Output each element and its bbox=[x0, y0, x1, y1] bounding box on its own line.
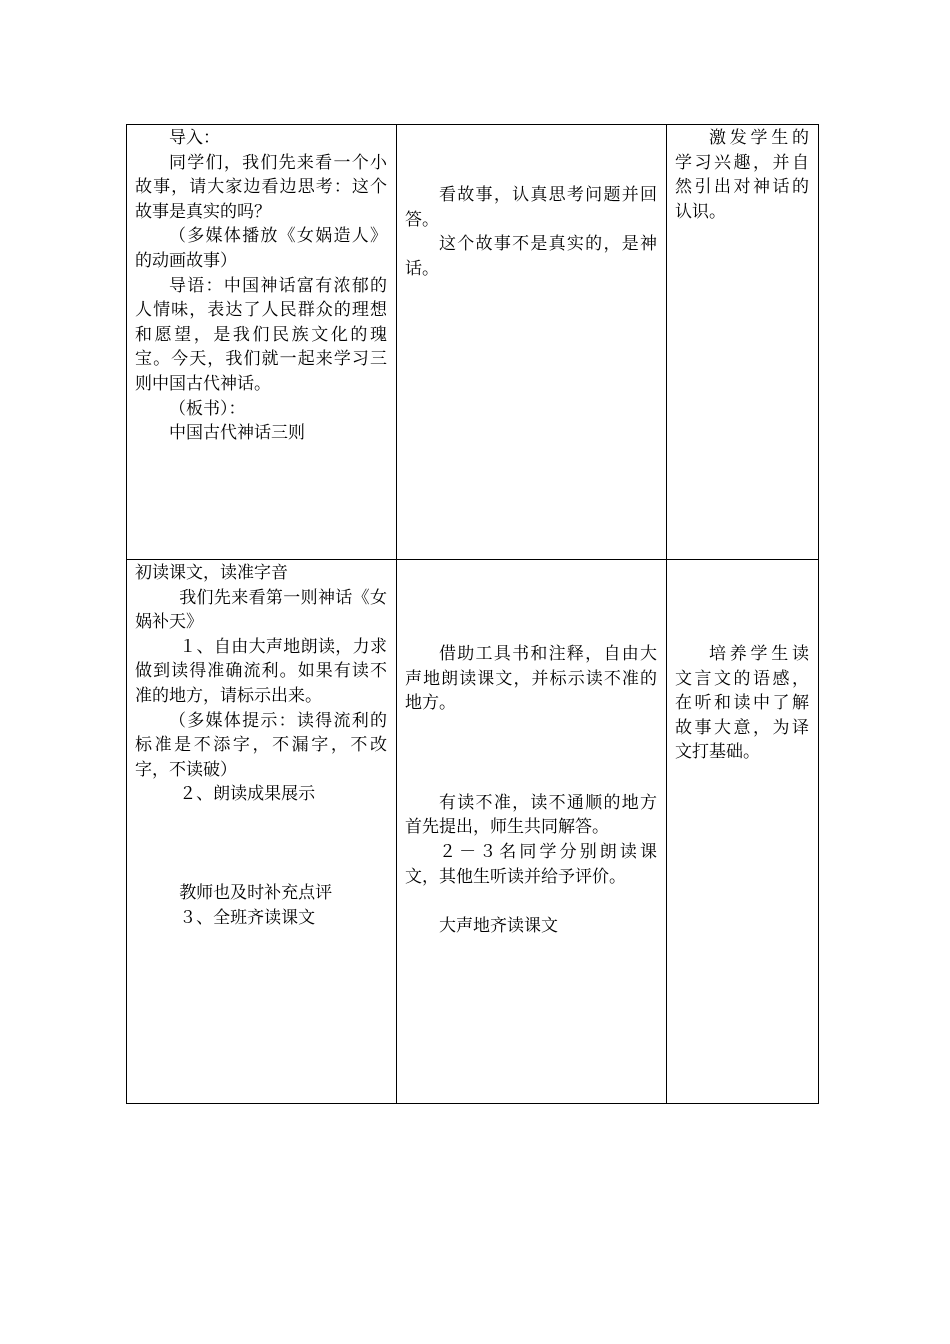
paragraph: 我们先来看第一则神话《女娲补天》 bbox=[135, 587, 387, 633]
table-row bbox=[127, 125, 819, 560]
paragraph: 有读不准，读不通顺的地方首先提出，师生共同解答。 bbox=[405, 792, 657, 838]
paragraph: 同学们，我们先来看一个小故事，请大家边看边思考：这个故事是真实的吗？ bbox=[135, 152, 387, 222]
paragraph: 看故事，认真思考问题并回答。 bbox=[405, 185, 657, 230]
paragraph: １、自由大声地朗读，力求做到读得准确流利。如果有读不准的地方，请标示出来。 bbox=[135, 636, 387, 706]
paragraph: （多媒体提示：读得流利的标准是不添字，不漏字，不改字，不读破） bbox=[135, 710, 387, 780]
paragraph: 这个故事不是真实的，是神话。 bbox=[405, 234, 657, 279]
teacher-activity-cell bbox=[127, 125, 397, 560]
paragraph: ２、朗读成果展示 bbox=[179, 784, 316, 805]
table-row bbox=[127, 560, 819, 1104]
paragraph: 导语：中国神话富有浓郁的人情味，表达了人民群众的理想和愿望，是我们民族文化的瑰宝。今天，我们就一起来学习三则中国古代神话。 bbox=[135, 275, 387, 394]
paragraph: （多媒体播放《女娲造人》的动画故事） bbox=[135, 226, 387, 271]
paragraph: 大声地齐读课文 bbox=[439, 916, 558, 937]
paragraph: 教师也及时补充点评 bbox=[179, 882, 333, 903]
design-intent-cell bbox=[667, 125, 819, 560]
design-intent-cell bbox=[667, 560, 819, 1104]
paragraph: （板书）： bbox=[169, 398, 246, 419]
paragraph: 激发学生的学习兴趣，并自然引出对神话的认识。 bbox=[675, 128, 809, 222]
paragraph: 培养学生读文言文的语感，在听和读中了解故事大意，为译文打基础。 bbox=[675, 644, 809, 763]
paragraph: ２－３名同学分别朗读课文，其他生听读并给予评价。 bbox=[405, 841, 657, 887]
student-activity-cell bbox=[397, 560, 667, 1104]
student-activity-cell bbox=[397, 125, 667, 560]
lesson-plan-table bbox=[126, 124, 819, 1104]
paragraph: 借助工具书和注释，自由大声地朗读课文，并标示读不准的地方。 bbox=[405, 644, 657, 714]
section-heading: 导入： bbox=[169, 128, 220, 148]
blackboard-title: 中国古代神话三则 bbox=[169, 423, 305, 444]
section-heading: 初读课文，读准字音 bbox=[135, 563, 288, 583]
teacher-activity-cell bbox=[127, 560, 397, 1104]
paragraph: ３、全班齐读课文 bbox=[179, 907, 316, 928]
